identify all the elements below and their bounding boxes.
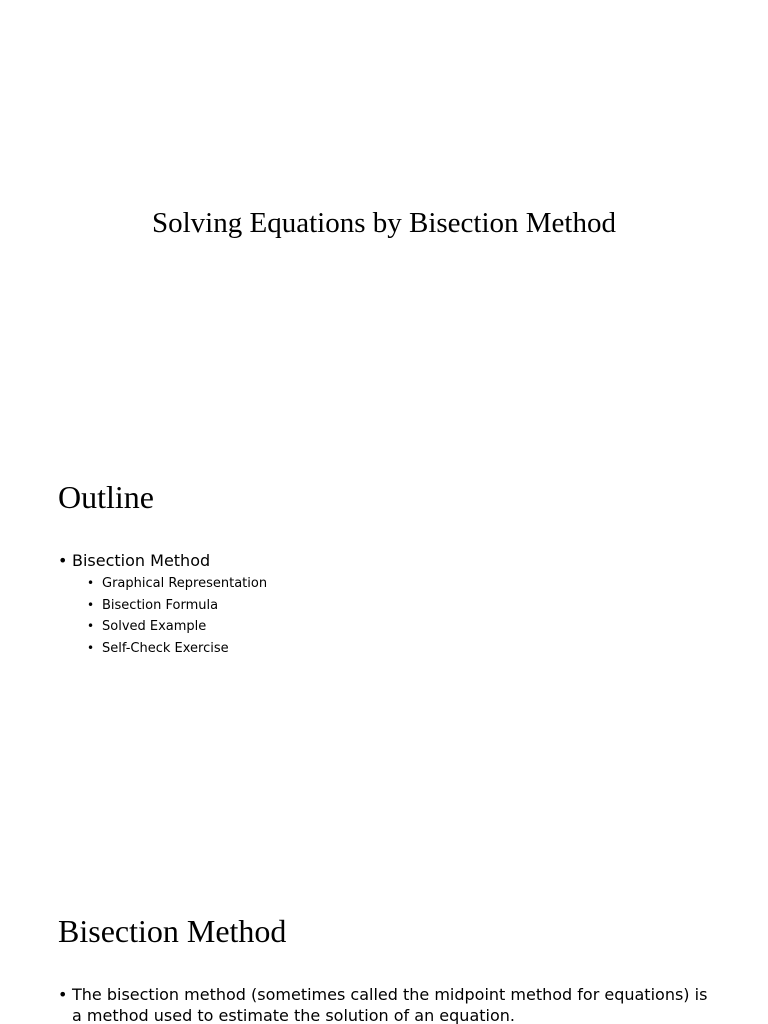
outline-item	[58, 550, 267, 659]
bullet-icon: •	[58, 985, 68, 1004]
outline-subitem-label: Self-Check Exercise	[102, 640, 229, 656]
bullet-icon: •	[87, 640, 95, 655]
bullet-icon: •	[58, 551, 68, 570]
outline-subitem	[72, 573, 267, 595]
outline-list	[58, 550, 267, 659]
outline-subitem	[72, 616, 267, 638]
bullet-icon: •	[87, 576, 95, 590]
outline-subitem-label: Graphical Representation	[102, 576, 268, 591]
bisection-heading: Bisection Method	[58, 913, 287, 949]
outline-heading: Outline	[58, 479, 154, 515]
outline-subitem-label: Bisection Formula	[102, 597, 219, 613]
outline-subitem	[72, 595, 267, 617]
bisection-list	[58, 984, 718, 1024]
outline-subitem-label: Solved Example	[102, 619, 207, 634]
outline-sublist	[72, 573, 267, 659]
bullet-icon: •	[87, 619, 95, 633]
bullet-icon: •	[87, 597, 95, 612]
outline-item-label: Bisection Method	[72, 551, 211, 570]
bisection-item-text: The bisection method (sometimes called the midpoint method for equations) is a method used to estimate the solution of an equation.	[72, 985, 708, 1024]
outline-subitem	[72, 638, 267, 660]
slide-title: Solving Equations by Bisection Method	[152, 207, 616, 239]
bisection-item	[58, 984, 718, 1024]
